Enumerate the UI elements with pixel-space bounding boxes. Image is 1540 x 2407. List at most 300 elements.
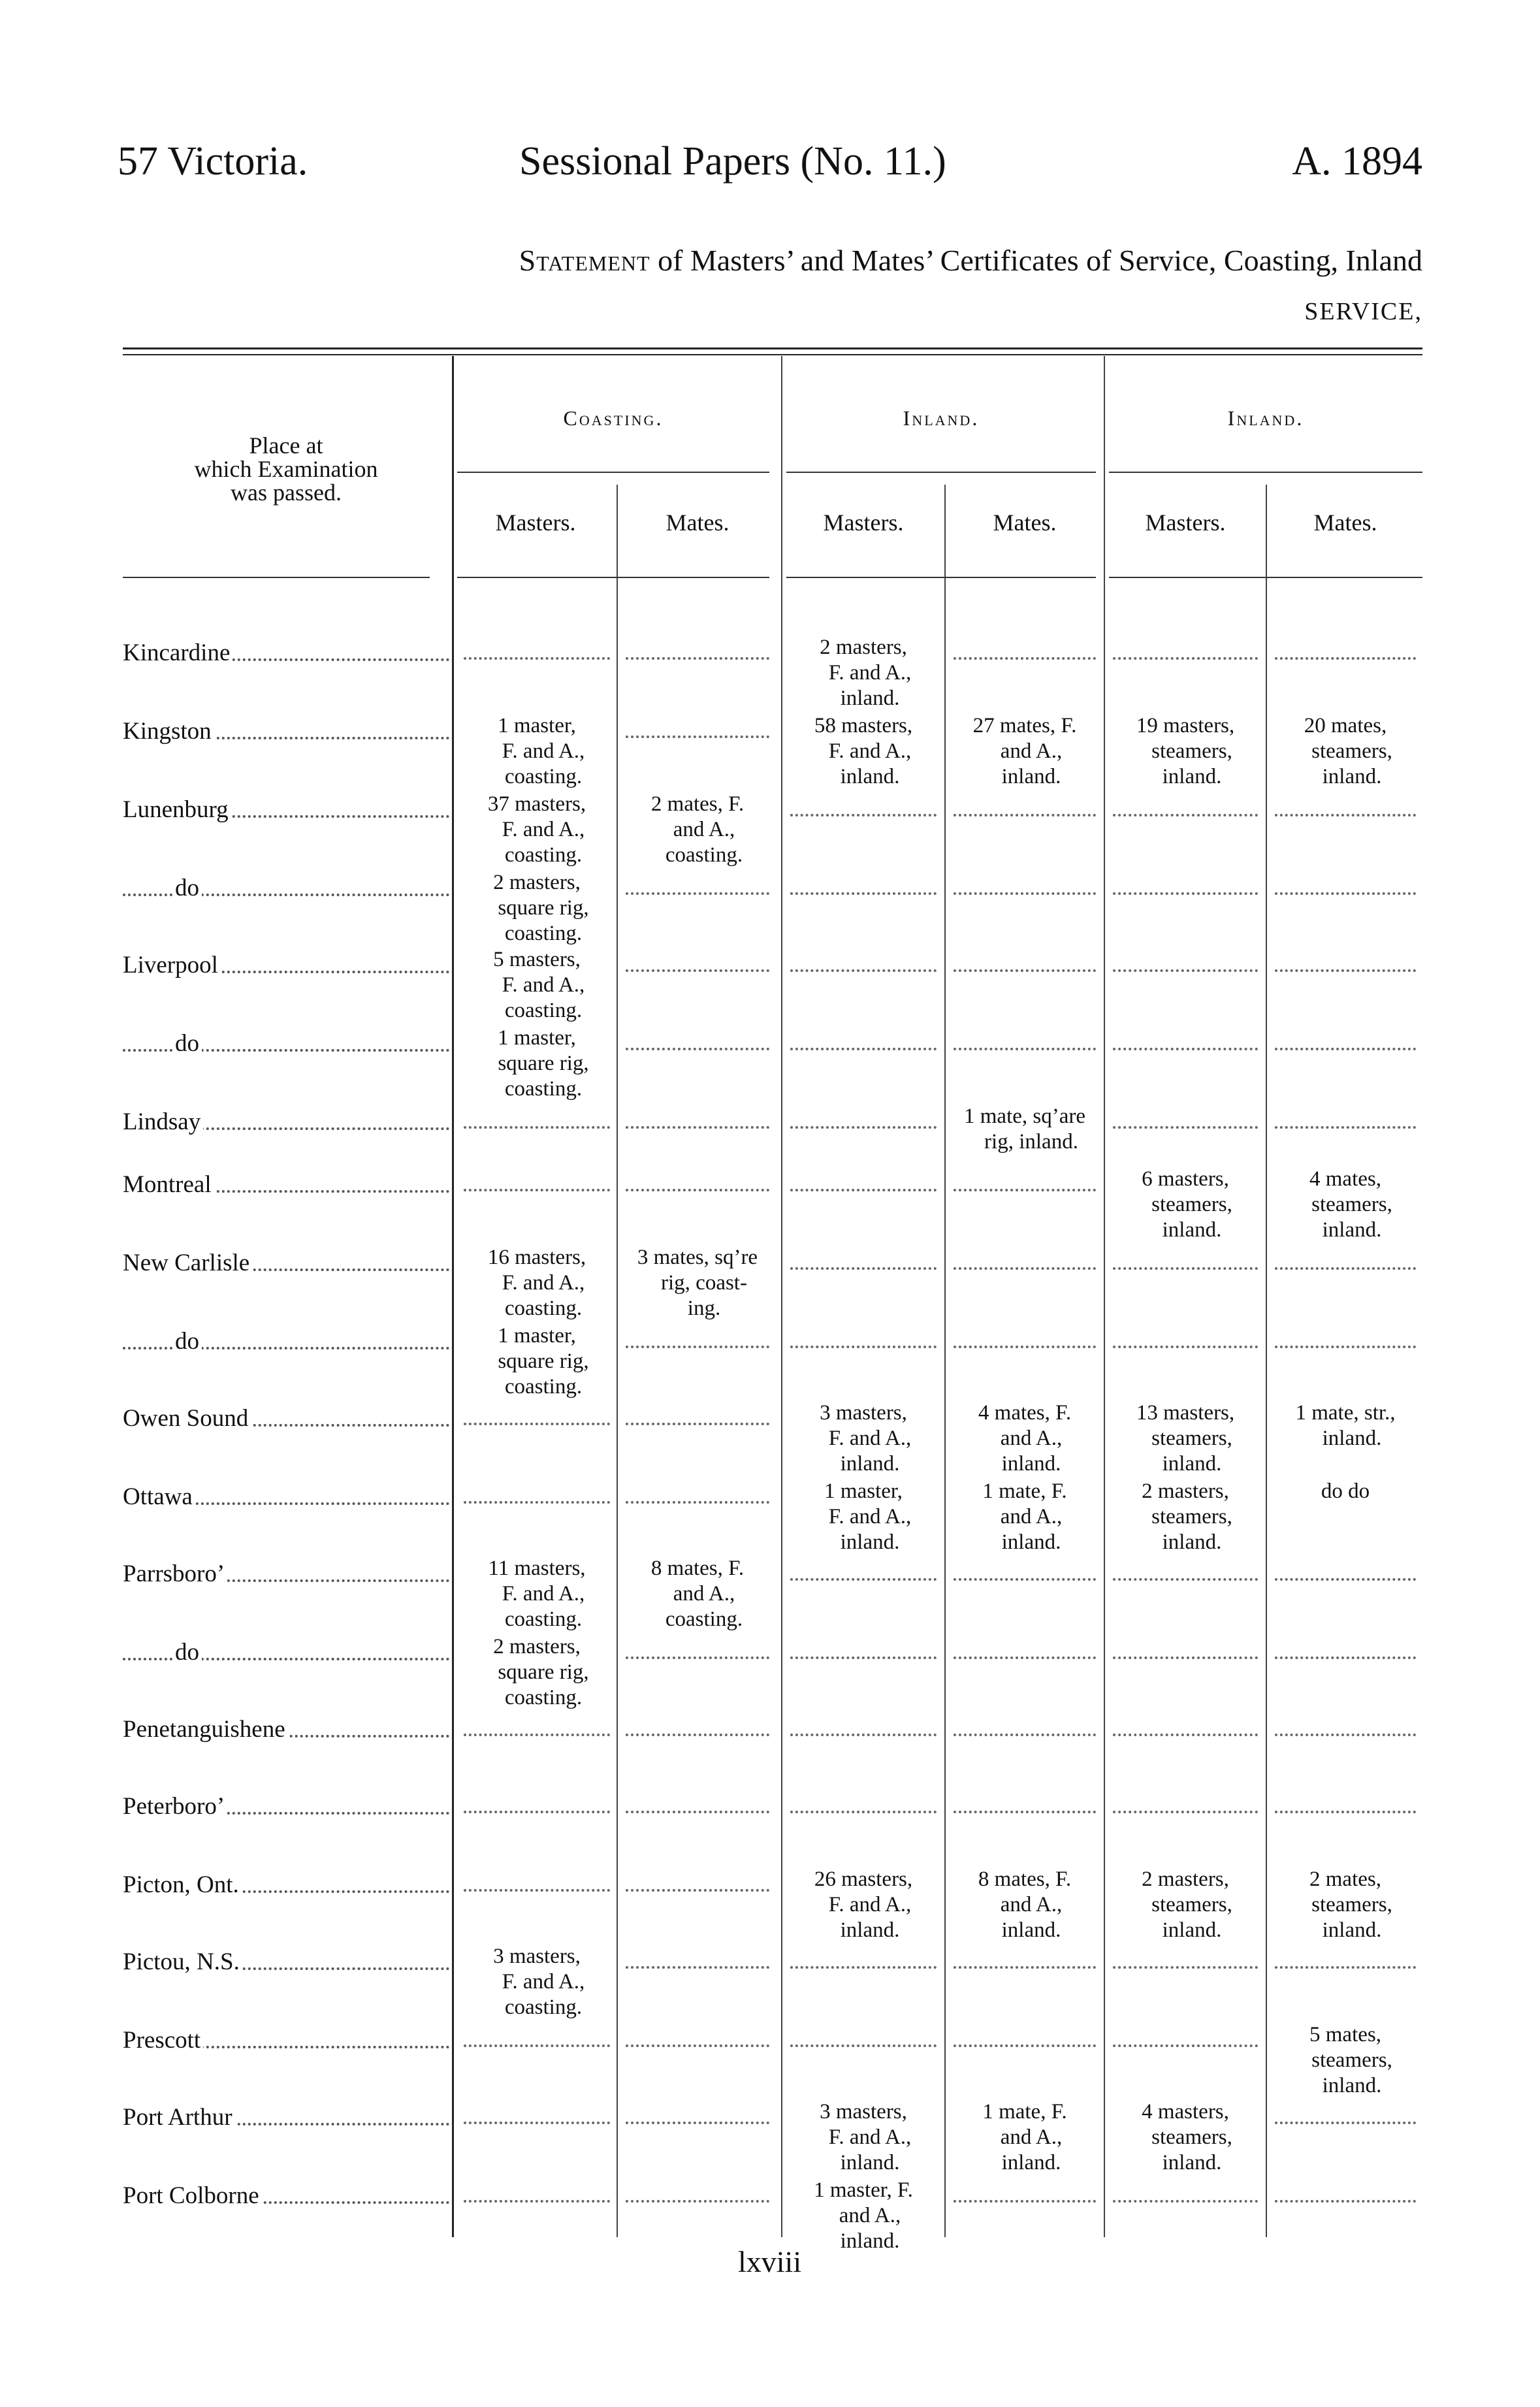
table-cell [1106,2099,1264,2176]
row-place [123,1871,449,1899]
empty-cell-dots [1113,1966,1258,1969]
row-place [123,2103,449,2132]
empty-cell-dots [1113,892,1258,895]
row-place [123,1327,449,1356]
empty-cell-dots [1275,969,1416,972]
table-cell [784,635,943,711]
cell-line: F. and A., [502,739,585,763]
cell-line: inland. [1162,765,1222,788]
subheader-inland-mates: Mates. [993,509,1057,536]
place-name: Port Arthur [123,2104,235,2131]
empty-cell-dots [626,892,769,895]
empty-cell-dots [1275,1346,1416,1348]
cell-line: 2 mates, F. [650,792,745,816]
place-name: Kingston [123,718,214,745]
table-title-lead: Statement [519,244,650,277]
table-cell [1106,1867,1264,1943]
empty-cell-dots [626,1048,769,1050]
cell-line: 20 mates, [1304,714,1387,737]
cell-line: 27 mates, F. [972,714,1077,737]
place-name: Ottawa [123,1483,195,1510]
header-underline-inland2 [1109,577,1422,578]
place-name: Port Colborne [123,2182,262,2209]
empty-cell-dots [1275,657,1416,660]
dot-leader [123,1347,449,1349]
row-place [123,1108,449,1137]
row-place [123,1792,449,1821]
place-name: Liverpool [123,952,221,978]
empty-cell-dots [626,2200,769,2203]
empty-cell-dots [954,2200,1096,2203]
subheader-inland2-masters: Masters. [1145,509,1226,536]
cell-line: steamers, [1311,2048,1392,2072]
empty-cell-dots [1113,1048,1258,1050]
cell-line: rig, coast- [661,1271,747,1295]
cell-line: square rig, [498,1052,589,1075]
subheader-coasting-mates: Mates. [666,509,730,536]
table-cell [1268,1479,1422,1504]
cell-line: 3 masters, [493,1945,581,1968]
cell-line: 1 mate, str., [1295,1401,1396,1425]
place-name: Lunenburg [123,796,231,823]
empty-cell-dots [1113,1267,1258,1270]
row-place [123,874,449,903]
cell-line: steamers, [1151,1427,1232,1450]
page-number: lxviii [738,2245,802,2278]
empty-cell-dots [1113,1578,1258,1581]
place-name: Montreal [123,1171,214,1198]
empty-cell-dots [1275,1578,1416,1581]
column-divider-place [452,356,454,2237]
group-header-inland-2: Inland. [1227,406,1304,430]
table-cell [947,1867,1102,1943]
table-cell [1268,1167,1422,1243]
place-name: Kincardine [123,639,233,666]
table-top-rule-inner [123,354,1422,355]
empty-cell-dots [1113,2044,1258,2047]
row-place [123,1638,449,1667]
table-cell [784,2099,943,2176]
empty-cell-dots [626,657,769,660]
cell-line: 1 master, [498,1324,576,1348]
empty-cell-dots [626,1346,769,1348]
dot-leader [123,894,449,896]
cell-line: inland. [1322,1427,1382,1450]
cell-line: ing. [687,1297,721,1320]
cell-line: 1 master, F. [814,2178,913,2202]
empty-cell-dots [1113,657,1258,660]
empty-cell-dots [626,1423,769,1425]
cell-line: steamers, [1151,1505,1232,1528]
cell-line: 1 mate, F. [982,2100,1067,2124]
empty-cell-dots [790,1189,937,1191]
empty-cell-dots [1113,1734,1258,1736]
row-place [123,1715,449,1744]
empty-cell-dots [464,657,610,660]
cell-line: 2 masters, [493,1635,581,1658]
empty-cell-dots [626,1656,769,1659]
cell-line: 4 mates, F. [978,1401,1072,1425]
cell-line: square rig, [498,896,589,920]
cell-line: 2 masters, [1142,1867,1229,1891]
cell-line: 58 masters, [814,714,913,737]
empty-cell-dots [464,1126,610,1129]
cell-line: F. and A., [502,1970,585,1994]
place-name: do [175,1328,202,1355]
cell-line: coasting. [504,1077,583,1101]
empty-cell-dots [626,969,769,972]
empty-cell-dots [954,657,1096,660]
empty-cell-dots [626,735,769,738]
cell-line: F. and A., [828,1427,912,1450]
table-cell [457,1556,617,1632]
cell-line: steamers, [1151,739,1232,763]
cell-line: steamers, [1311,1193,1392,1216]
column-divider-inland2-mates [1266,485,1267,2237]
row-place [123,951,449,980]
table-cell [947,713,1102,790]
cell-line: 2 mates, [1309,1867,1381,1891]
cell-line: 1 master, [498,1026,576,1050]
table-cell [619,1245,776,1321]
cell-line: 5 masters, [493,948,581,971]
cell-line: inland. [840,1530,900,1554]
table-title-rest: of Masters’ and Mates’ Certificates of Service, Coasting, Inland [650,244,1422,277]
empty-cell-dots [790,2044,937,2047]
empty-cell-dots [626,1501,769,1504]
table-title [519,243,1422,278]
cell-line: 8 mates, F. [650,1557,745,1580]
cell-line: 19 masters, [1136,714,1235,737]
table-cell [457,713,617,790]
place-name: do [175,1030,202,1057]
column-divider-coasting-mates [617,485,618,2237]
table-cell [1268,713,1422,790]
row-place [123,1948,449,1977]
cell-line: inland. [840,687,900,710]
table-cell [784,2178,943,2254]
empty-cell-dots [1275,2200,1416,2203]
cell-line: square rig, [498,1660,589,1684]
cell-line: 16 masters, [487,1246,586,1269]
cell-line: inland. [1162,2151,1222,2174]
column-divider-inland-mates [944,485,946,2237]
empty-cell-dots [464,1734,610,1736]
cell-line: 37 masters, [487,792,586,816]
cell-line: inland. [1001,765,1061,788]
empty-cell-dots [954,1734,1096,1736]
empty-cell-dots [626,2122,769,2124]
cell-line: F. and A., [828,2125,912,2149]
empty-cell-dots [954,1189,1096,1191]
empty-cell-dots [464,1811,610,1813]
table-cell [457,870,617,946]
cell-line: coasting. [504,1297,583,1320]
cell-line: 2 masters, [493,871,581,894]
table-cell [1106,1479,1264,1555]
empty-cell-dots [1275,1048,1416,1050]
cell-line: inland. [1322,2074,1382,2097]
empty-cell-dots [954,1048,1096,1050]
place-header-line-2: which Examination [194,456,378,482]
row-place [123,717,449,746]
cell-line: inland. [840,765,900,788]
cell-line: steamers, [1311,1893,1392,1916]
table-cell [947,1400,1102,1477]
cell-line: 3 masters, [820,1401,907,1425]
cell-line: steamers, [1311,739,1392,763]
cell-line: F. and A., [502,1271,585,1295]
cell-line: and A., [839,2204,901,2227]
empty-cell-dots [790,1734,937,1736]
row-place [123,2182,449,2210]
cell-line: coasting. [665,843,743,867]
empty-cell-dots [954,1966,1096,1969]
empty-cell-dots [954,2044,1096,2047]
row-place [123,1249,449,1278]
table-cell [619,1556,776,1632]
column-divider-coasting [781,356,782,2237]
cell-line: steamers, [1151,2125,1232,2149]
empty-cell-dots [1275,1126,1416,1129]
table-cell [1268,1400,1422,1451]
group-underline-inland2 [1109,472,1422,473]
cell-line: 1 mate, sq’are [964,1105,1085,1128]
subheader-coasting-masters: Masters. [495,509,576,536]
cell-line: coasting. [665,1607,743,1631]
header-sessional-papers: Sessional Papers (No. 11.) [519,139,946,184]
empty-cell-dots [954,1656,1096,1659]
cell-line: inland. [1162,1530,1222,1554]
cell-line: do do [1321,1479,1370,1503]
empty-cell-dots [1275,892,1416,895]
empty-cell-dots [790,1346,937,1348]
empty-cell-dots [954,1811,1096,1813]
cell-line: rig, inland. [984,1130,1078,1154]
empty-cell-dots [626,1966,769,1969]
row-place [123,1404,449,1433]
empty-cell-dots [954,814,1096,816]
cell-line: 4 masters, [1142,2100,1229,2124]
table-cell [1106,713,1264,790]
table-cell [457,1634,617,1711]
cell-line: F. and A., [828,1505,912,1528]
place-name: Lindsay [123,1108,203,1135]
empty-cell-dots [954,892,1096,895]
table-cell [457,1944,617,2020]
row-place [123,796,449,824]
table-cell [457,1323,617,1400]
cell-line: and A., [673,1582,735,1606]
table-cell [947,2099,1102,2176]
empty-cell-dots [954,1578,1096,1581]
place-name: do [175,1639,202,1666]
dot-leader [123,1658,449,1660]
table-cell [784,1867,943,1943]
cell-line: square rig, [498,1349,589,1373]
empty-cell-dots [790,1126,937,1129]
cell-line: 3 mates, sq’re [637,1246,758,1269]
place-name: Peterboro’ [123,1793,227,1820]
group-header-inland: Inland. [903,406,980,430]
place-name: Pictou, N.S. [123,1948,242,1975]
empty-cell-dots [626,1189,769,1191]
cell-line: F. and A., [502,818,585,841]
empty-cell-dots [464,2044,610,2047]
cell-line: coasting. [504,843,583,867]
cell-line: coasting. [504,922,583,945]
cell-line: inland. [840,1452,900,1476]
table-cell [1268,1867,1422,1943]
empty-cell-dots [464,1501,610,1504]
table-top-rule [123,347,1422,349]
place-header-line-3: was passed. [231,479,342,506]
cell-line: inland. [840,2229,900,2253]
empty-cell-dots [1275,1267,1416,1270]
empty-cell-dots [464,1889,610,1892]
empty-cell-dots [790,1267,937,1270]
cell-line: F. and A., [502,973,585,997]
empty-cell-dots [1113,1126,1258,1129]
cell-line: 1 master, [824,1479,903,1503]
cell-line: F. and A., [502,1582,585,1606]
empty-cell-dots [790,892,937,895]
cell-line: steamers, [1151,1893,1232,1916]
empty-cell-dots [1113,814,1258,816]
table-title-continued: SERVICE, [1304,298,1422,325]
column-divider-inland [1104,356,1105,2237]
cell-line: F. and A., [828,1893,912,1916]
cell-line: inland. [1001,1918,1061,1942]
cell-line: 1 mate, F. [982,1479,1067,1503]
header-year: A. 1894 [1292,139,1422,184]
cell-line: 6 masters, [1142,1167,1229,1191]
cell-line: 1 master, [498,714,576,737]
cell-line: inland. [1001,1452,1061,1476]
cell-line: 2 masters, [820,636,907,659]
cell-line: and A., [1000,1893,1063,1916]
empty-cell-dots [626,1811,769,1813]
cell-line: inland. [1162,1218,1222,1242]
cell-line: inland. [1001,2151,1061,2174]
group-header-coasting: Coasting. [563,406,664,430]
cell-line: 13 masters, [1136,1401,1235,1425]
table-cell [457,947,617,1024]
header-underline-inland [786,577,1096,578]
empty-cell-dots [464,2200,610,2203]
cell-line: inland. [1162,1452,1222,1476]
empty-cell-dots [626,1734,769,1736]
group-underline-inland [786,472,1096,473]
cell-line: and A., [673,818,735,841]
table-cell [619,792,776,868]
empty-cell-dots [1275,2122,1416,2124]
place-name: Prescott [123,2027,203,2054]
empty-cell-dots [790,969,937,972]
subheader-inland-masters: Masters. [823,509,904,536]
empty-cell-dots [626,1126,769,1129]
cell-line: F. and A., [828,739,912,763]
cell-line: coasting. [504,1995,583,2019]
header-underline-coasting [457,577,769,578]
empty-cell-dots [464,2122,610,2124]
cell-line: 11 masters, [488,1557,586,1580]
cell-line: 8 mates, F. [978,1867,1072,1891]
subheader-inland2-mates: Mates. [1313,509,1377,536]
empty-cell-dots [1275,1734,1416,1736]
place-header-line-1: Place at [249,432,323,459]
place-name: Parrsboro’ [123,1560,227,1587]
cell-line: coasting. [504,1686,583,1709]
dot-leader [123,1049,449,1052]
cell-line: coasting. [504,1607,583,1631]
table-cell [1268,2022,1422,2099]
table-cell [457,1026,617,1102]
cell-line: steamers, [1151,1193,1232,1216]
empty-cell-dots [954,969,1096,972]
empty-cell-dots [626,2044,769,2047]
place-name: do [175,875,202,901]
cell-line: inland. [1322,1218,1382,1242]
cell-line: and A., [1000,1427,1063,1450]
header-session: 57 Victoria. [118,139,308,184]
row-place [123,1560,449,1589]
cell-line: inland. [1162,1918,1222,1942]
cell-line: 4 mates, [1309,1167,1381,1191]
cell-line: and A., [1000,739,1063,763]
header-underline-place [123,577,430,578]
table-cell [947,1479,1102,1555]
empty-cell-dots [790,814,937,816]
empty-cell-dots [1275,1966,1416,1969]
row-place [123,639,449,668]
empty-cell-dots [1275,1811,1416,1813]
empty-cell-dots [790,1656,937,1659]
place-column-header [123,434,449,504]
row-place [123,1029,449,1058]
empty-cell-dots [1275,814,1416,816]
table-cell [947,1104,1102,1155]
cell-line: 3 masters, [820,2100,907,2124]
empty-cell-dots [790,1048,937,1050]
cell-line: and A., [1000,2125,1063,2149]
table-cell [784,1479,943,1555]
empty-cell-dots [1113,2200,1258,2203]
page-header [118,138,1422,197]
empty-cell-dots [464,1423,610,1425]
place-name: New Carlisle [123,1250,252,1276]
empty-cell-dots [1113,1811,1258,1813]
empty-cell-dots [1113,969,1258,972]
empty-cell-dots [1275,1656,1416,1659]
table-cell [457,792,617,868]
row-place [123,2026,449,2055]
cell-line: inland. [840,2151,900,2174]
cell-line: 2 masters, [1142,1479,1229,1503]
row-place [123,1171,449,1199]
cell-line: coasting. [504,1375,583,1398]
table-cell [784,1400,943,1477]
table-cell [784,713,943,790]
empty-cell-dots [954,1267,1096,1270]
cell-line: inland. [840,1918,900,1942]
place-name: Owen Sound [123,1405,251,1432]
cell-line: coasting. [504,999,583,1022]
cell-line: inland. [1001,1530,1061,1554]
table-cell [457,1245,617,1321]
empty-cell-dots [790,1578,937,1581]
table-cell [1106,1400,1264,1477]
